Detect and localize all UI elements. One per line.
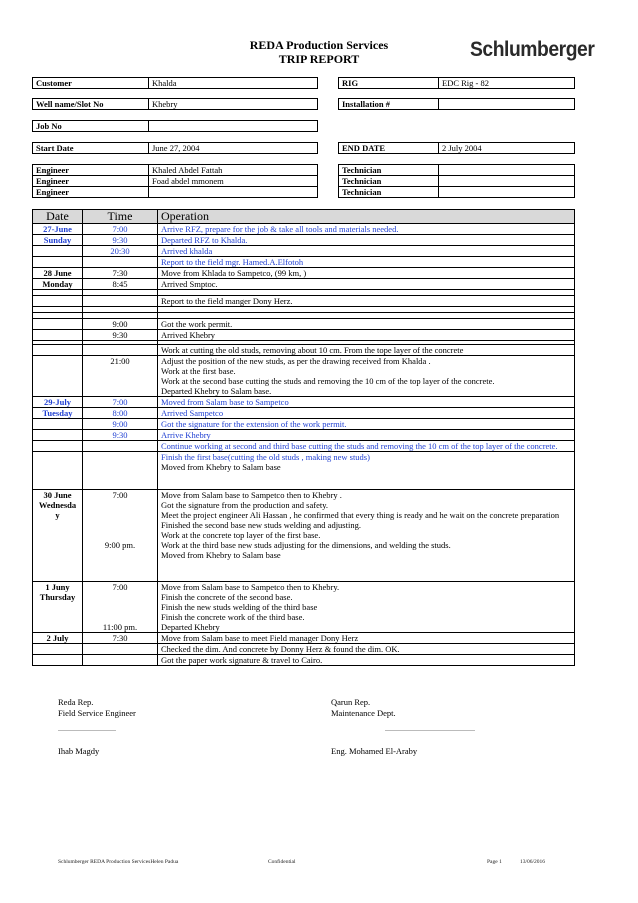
log-date-cell: 29-July <box>33 397 83 408</box>
left-signatory-role: Field Service Engineer <box>58 708 136 718</box>
technician-label: Technician <box>339 176 439 187</box>
log-row <box>33 430 575 441</box>
log-operation-cell: Arrived khalda <box>158 246 575 257</box>
engineer-row <box>33 165 318 176</box>
log-row <box>33 452 575 490</box>
rig-label: RIG <box>339 78 439 89</box>
log-row <box>33 279 575 290</box>
log-time-cell: 9:00 <box>83 319 158 330</box>
technician-row <box>339 187 575 198</box>
footer-page: Page 1 <box>487 859 502 865</box>
log-date-cell <box>33 246 83 257</box>
right-signatory-name: Eng. Mohamed El-Araby <box>331 746 418 756</box>
log-time-cell: 7:00 <box>83 224 158 235</box>
log-operation-line: Moved from Khebry to Salam base <box>161 462 281 472</box>
technician-row <box>339 165 575 176</box>
log-operation-cell: Checked the dim. And concrete by Donny Herz & found the dim. OK. <box>158 644 575 655</box>
job-value <box>149 121 318 132</box>
engineer-label: Engineer <box>33 187 149 198</box>
log-operation-cell: Got the paper work signature & travel to Cairo. <box>158 655 575 666</box>
rig-value: EDC Rig - 82 <box>439 78 575 89</box>
log-date-cell <box>33 419 83 430</box>
log-row <box>33 397 575 408</box>
time-column-header: Time <box>83 210 158 224</box>
engineer-label: Engineer <box>33 165 149 176</box>
footer-date: 13/06/2016 <box>520 859 546 865</box>
log-time-cell: 9:30 <box>83 430 158 441</box>
log-operation-cell: Move from Salam base to Sampetco then to Khebry . Got the signature from the production and safety. Meet the project engineer Ali Hassan , he confirmed that every thing is ready and he wait on the concrete preparation Finished the second base new studs welding and adjusting. Work at the concrete top layer of the first base. Work at the third base new studs adjusting for the dimensions, and welding the studs. Moved from Khebry to Salam base <box>158 490 575 582</box>
log-time-cell: 7:30 <box>83 268 158 279</box>
well-table <box>32 98 318 110</box>
engineer-name <box>149 187 318 198</box>
right-signature-line <box>385 730 475 731</box>
log-date-cell <box>33 644 83 655</box>
technician-name <box>439 165 575 176</box>
log-row <box>33 257 575 268</box>
log-date-cell <box>33 296 83 307</box>
right-signatory-org: Qarun Rep. <box>331 697 371 707</box>
end-date-value: 2 July 2004 <box>439 143 575 154</box>
footer-source: Schlumberger REDA Production ServicesHelen Padua <box>58 859 179 865</box>
log-date-cell <box>33 257 83 268</box>
log-time-cell <box>83 296 158 307</box>
log-row <box>33 356 575 397</box>
log-date-cell: 27-June <box>33 224 83 235</box>
log-time-cell <box>83 345 158 356</box>
log-time-cell: 8:00 <box>83 408 158 419</box>
log-date-cell: Monday <box>33 279 83 290</box>
left-signatory-name: Ihab Magdy <box>58 746 100 756</box>
log-row <box>33 419 575 430</box>
log-time-cell: 21:00 <box>83 356 158 397</box>
engineer-row <box>33 176 318 187</box>
log-row <box>33 246 575 257</box>
engineer-row <box>33 187 318 198</box>
customer-table <box>32 77 318 89</box>
log-date-cell <box>33 356 83 397</box>
engineer-name: Foad abdel mmonem <box>149 176 318 187</box>
start-date-value: June 27, 2004 <box>149 143 318 154</box>
customer-label: Customer <box>33 78 149 89</box>
date-column-header: Date <box>33 210 83 224</box>
log-time-cell: 7:00 11:00 pm. <box>83 582 158 633</box>
end-date-label: END DATE <box>339 143 439 154</box>
technician-label: Technician <box>339 165 439 176</box>
log-body <box>33 224 575 666</box>
end-date-table <box>338 142 575 154</box>
job-label: Job No <box>33 121 149 132</box>
start-date-label: Start Date <box>33 143 149 154</box>
log-row <box>33 644 575 655</box>
log-header-row <box>33 210 575 224</box>
log-operation-cell: Move from Salam base to meet Field manager Dony Herz <box>158 633 575 644</box>
log-operation-cell: Arrived Smptoc. <box>158 279 575 290</box>
technicians-table <box>338 164 575 198</box>
log-operation-line: Finish the first base(cutting the old studs , making new studs) <box>161 452 370 462</box>
log-operation-cell: Adjust the position of the new studs, as per the drawing received from Khalda . Work at the first base. Work at the second base cutting the studs and removing the 10 cm of the top layer of the concrete. Departed Khebry to Salam base. <box>158 356 575 397</box>
left-signature-line <box>58 730 116 731</box>
log-time-cell: 7:00 9:00 pm. <box>83 490 158 582</box>
log-operation-cell: Got the signature for the extension of the work permit. <box>158 419 575 430</box>
log-row <box>33 296 575 307</box>
log-time-cell: 8:45 <box>83 279 158 290</box>
job-table <box>32 120 318 132</box>
log-row <box>33 319 575 330</box>
log-time-cell <box>83 257 158 268</box>
installation-value <box>439 99 575 110</box>
engineer-label: Engineer <box>33 176 149 187</box>
log-date-cell <box>33 319 83 330</box>
log-time-cell: 9:30 <box>83 235 158 246</box>
log-time-cell: 7:00 <box>83 397 158 408</box>
log-time-cell <box>83 452 158 490</box>
log-operation-cell: Got the work permit. <box>158 319 575 330</box>
log-time-cell <box>83 655 158 666</box>
log-row <box>33 330 575 341</box>
log-operation-cell: Arrive Khebry <box>158 430 575 441</box>
log-row <box>33 655 575 666</box>
log-operation-cell <box>158 452 575 490</box>
log-row <box>33 490 575 582</box>
log-operation-cell: Moved from Salam base to Sampetco <box>158 397 575 408</box>
log-date-cell <box>33 330 83 341</box>
log-row <box>33 408 575 419</box>
report-title: TRIP REPORT <box>278 52 360 66</box>
log-operation-cell: Continue working at second and third base cutting the studs and removing the 10 cm of the top layer of the concrete. <box>158 441 575 452</box>
schlumberger-logo: Schlumberger <box>470 38 595 61</box>
log-operation-cell: Move from Salam base to Sampetco then to Khebry. Finish the concrete of the second base. Finish the new studs welding of the third base Finish the concrete work of the third base. Departed Khebry <box>158 582 575 633</box>
log-row <box>33 235 575 246</box>
log-date-cell <box>33 441 83 452</box>
log-date-cell: Tuesday <box>33 408 83 419</box>
log-operation-cell: Report to the field manger Dony Herz. <box>158 296 575 307</box>
log-row <box>33 224 575 235</box>
log-time-cell: 7:30 <box>83 633 158 644</box>
log-operation-cell: Departed RFZ to Khalda. <box>158 235 575 246</box>
log-time-cell: 20:30 <box>83 246 158 257</box>
right-signatory-role: Maintenance Dept. <box>331 708 396 718</box>
well-value: Khebry <box>149 99 318 110</box>
technician-label: Technician <box>339 187 439 198</box>
rig-table <box>338 77 575 89</box>
left-signatory-org: Reda Rep. <box>58 697 94 707</box>
log-operation-cell: Move from Khlada to Sampetco, (99 km, ) <box>158 268 575 279</box>
log-operation-cell: Arrived Khebry <box>158 330 575 341</box>
technician-name <box>439 187 575 198</box>
technician-name <box>439 176 575 187</box>
technician-row <box>339 176 575 187</box>
log-date-cell: 1 Juny Thursday <box>33 582 83 633</box>
start-date-table <box>32 142 318 154</box>
installation-label: Installation # <box>339 99 439 110</box>
log-row <box>33 441 575 452</box>
log-row <box>33 633 575 644</box>
footer-confidential: Confidential <box>268 859 296 865</box>
log-time-cell <box>83 644 158 655</box>
log-date-cell: 28 June <box>33 268 83 279</box>
log-time-cell: 9:00 <box>83 419 158 430</box>
report-org-title: REDA Production Services <box>249 38 389 52</box>
log-row <box>33 582 575 633</box>
engineers-table <box>32 164 318 198</box>
log-date-cell: 2 July <box>33 633 83 644</box>
log-date-cell: 30 June Wednesda y <box>33 490 83 582</box>
log-row <box>33 345 575 356</box>
operation-column-header: Operation <box>158 210 575 224</box>
log-date-cell <box>33 345 83 356</box>
log-time-cell <box>83 441 158 452</box>
log-date-cell: Sunday <box>33 235 83 246</box>
log-operation-cell: Arrive RFZ, prepare for the job & take all tools and materials needed. <box>158 224 575 235</box>
log-row <box>33 268 575 279</box>
log-operation-cell: Arrived Sampetco <box>158 408 575 419</box>
log-date-cell <box>33 430 83 441</box>
log-date-cell <box>33 452 83 490</box>
log-time-cell: 9:30 <box>83 330 158 341</box>
log-operation-cell: Work at cutting the old studs, removing about 10 cm. From the tope layer of the concrete <box>158 345 575 356</box>
log-date-cell <box>33 655 83 666</box>
operations-log-table <box>32 209 575 666</box>
engineer-name: Khaled Abdel Fattah <box>149 165 318 176</box>
well-label: Well name/Slot No <box>33 99 149 110</box>
customer-value: Khalda <box>149 78 318 89</box>
log-operation-cell: Report to the field mgr. Hamed.A.Elfotoh <box>158 257 575 268</box>
installation-table <box>338 98 575 110</box>
